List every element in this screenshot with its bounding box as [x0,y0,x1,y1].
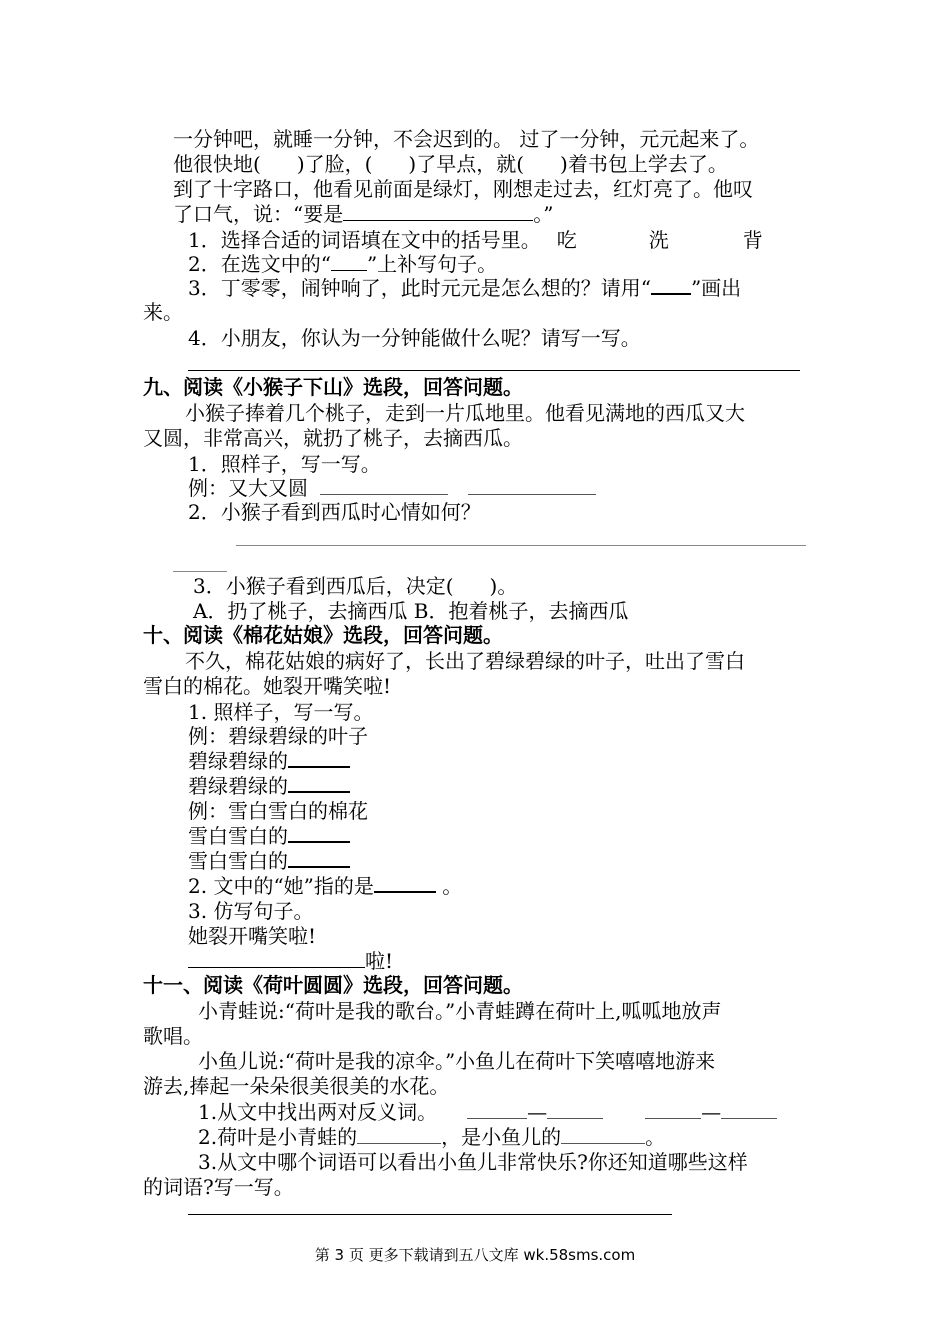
question-10-1: 1. 照样子，写一写。 [188,700,374,724]
section-9-para-1: 小猴子捧着几个桃子，走到一片瓜地里。他看见满地的西瓜又大 [185,401,745,425]
question-11-3-cont: 的词语?写一写。 [143,1175,294,1199]
section-11-para-4: 游去,捧起一朵朵很美很美的水花。 [143,1074,450,1098]
question-11-3: 3.从文中哪个词语可以看出小鱼儿非常快乐?你还知道哪些这样 [198,1150,748,1174]
story-line-3: 到了十字路口，他看见前面是绿灯，刚想走过去，红灯亮了。他叹 [173,177,753,201]
fill-10-2a: 雪白雪白的 [188,823,350,849]
sample-sentence: 她裂开嘴笑啦! [188,924,317,948]
question-8-3-cont: 来。 [143,300,183,324]
story-line-4: 了口气，说：“要是 。” [173,202,554,226]
fill-blank[interactable] [343,202,533,221]
question-9-3-options: A．扔了桃子，去摘西瓜 B．抱着桃子，去摘西瓜 [193,599,629,623]
question-8-1: 1．选择合适的词语填在文中的括号里。 吃 洗 背 [188,228,763,252]
section-10-para-1: 不久，棉花姑娘的病好了，长出了碧绿碧绿的叶子，吐出了雪白 [185,649,745,673]
question-8-4: 4．小朋友，你认为一分钟能做什么呢？请写一写。 [188,326,641,350]
section-11-para-3: 小鱼儿说:“荷叶是我的凉伞。”小鱼儿在荷叶下笑嘻嘻地游来 [198,1049,716,1073]
answer-line[interactable] [236,545,806,546]
question-9-1: 1．照样子，写一写。 [188,452,381,476]
question-8-3: 3．丁零零，闹钟响了，此时元元是怎么想的？请用“ ”画出 [188,276,742,300]
question-11-2: 2.荷叶是小青蛙的 ，是小鱼儿的 。 [198,1125,666,1149]
question-10-3: 3. 仿写句子。 [188,899,314,923]
example-9: 例：又大又圆 [188,475,596,501]
question-8-2: 2．在选文中的“ ”上补写句子。 [188,252,498,276]
fill-10-1a: 碧绿碧绿的 [188,748,350,774]
section-10-para-2: 雪白的棉花。她裂开嘴笑啦! [143,674,392,698]
fill-10-1b: 碧绿碧绿的 [188,773,350,799]
question-9-2: 2．小猴子看到西瓜时心情如何？ [188,500,481,524]
answer-line[interactable] [173,571,227,572]
section-11-para-1: 小青蛙说:“荷叶是我的歌台。”小青蛙蹲在荷叶上,呱呱地放声 [198,999,722,1023]
section-11-para-2: 歌唱。 [143,1024,203,1048]
section-10-title: 十、阅读《棉花姑娘》选段，回答问题。 [143,623,503,647]
answer-line[interactable] [188,1214,672,1215]
imitate-sentence: 啦! [188,948,393,974]
question-10-2: 2. 文中的“她”指的是 。 [188,874,463,898]
story-line-2: 他很快地( )了脸，( )了早点，就( )着书包上学去了。 [173,152,728,176]
section-11-title: 十一、阅读《荷叶圆圆》选段，回答问题。 [143,973,523,997]
example-10-1: 例：碧绿碧绿的叶子 [188,724,368,748]
answer-line[interactable] [188,370,800,371]
page-footer: 第 3 页 更多下载请到五八文库 wk.58sms.com [314,1246,636,1264]
question-9-3: 3．小猴子看到西瓜后，决定( )。 [193,574,518,598]
story-line-1: 一分钟吧，就睡一分钟，不会迟到的。 过了一分钟，元元起来了。 [173,127,760,151]
section-9-para-2: 又圆，非常高兴，就扔了桃子，去摘西瓜。 [143,426,523,450]
example-10-2: 例：雪白雪白的棉花 [188,799,368,823]
question-11-1: 1.从文中找出两对反义词。 — — [198,1099,777,1125]
fill-10-2b: 雪白雪白的 [188,848,350,874]
section-9-title: 九、阅读《小猴子下山》选段，回答问题。 [143,375,523,399]
